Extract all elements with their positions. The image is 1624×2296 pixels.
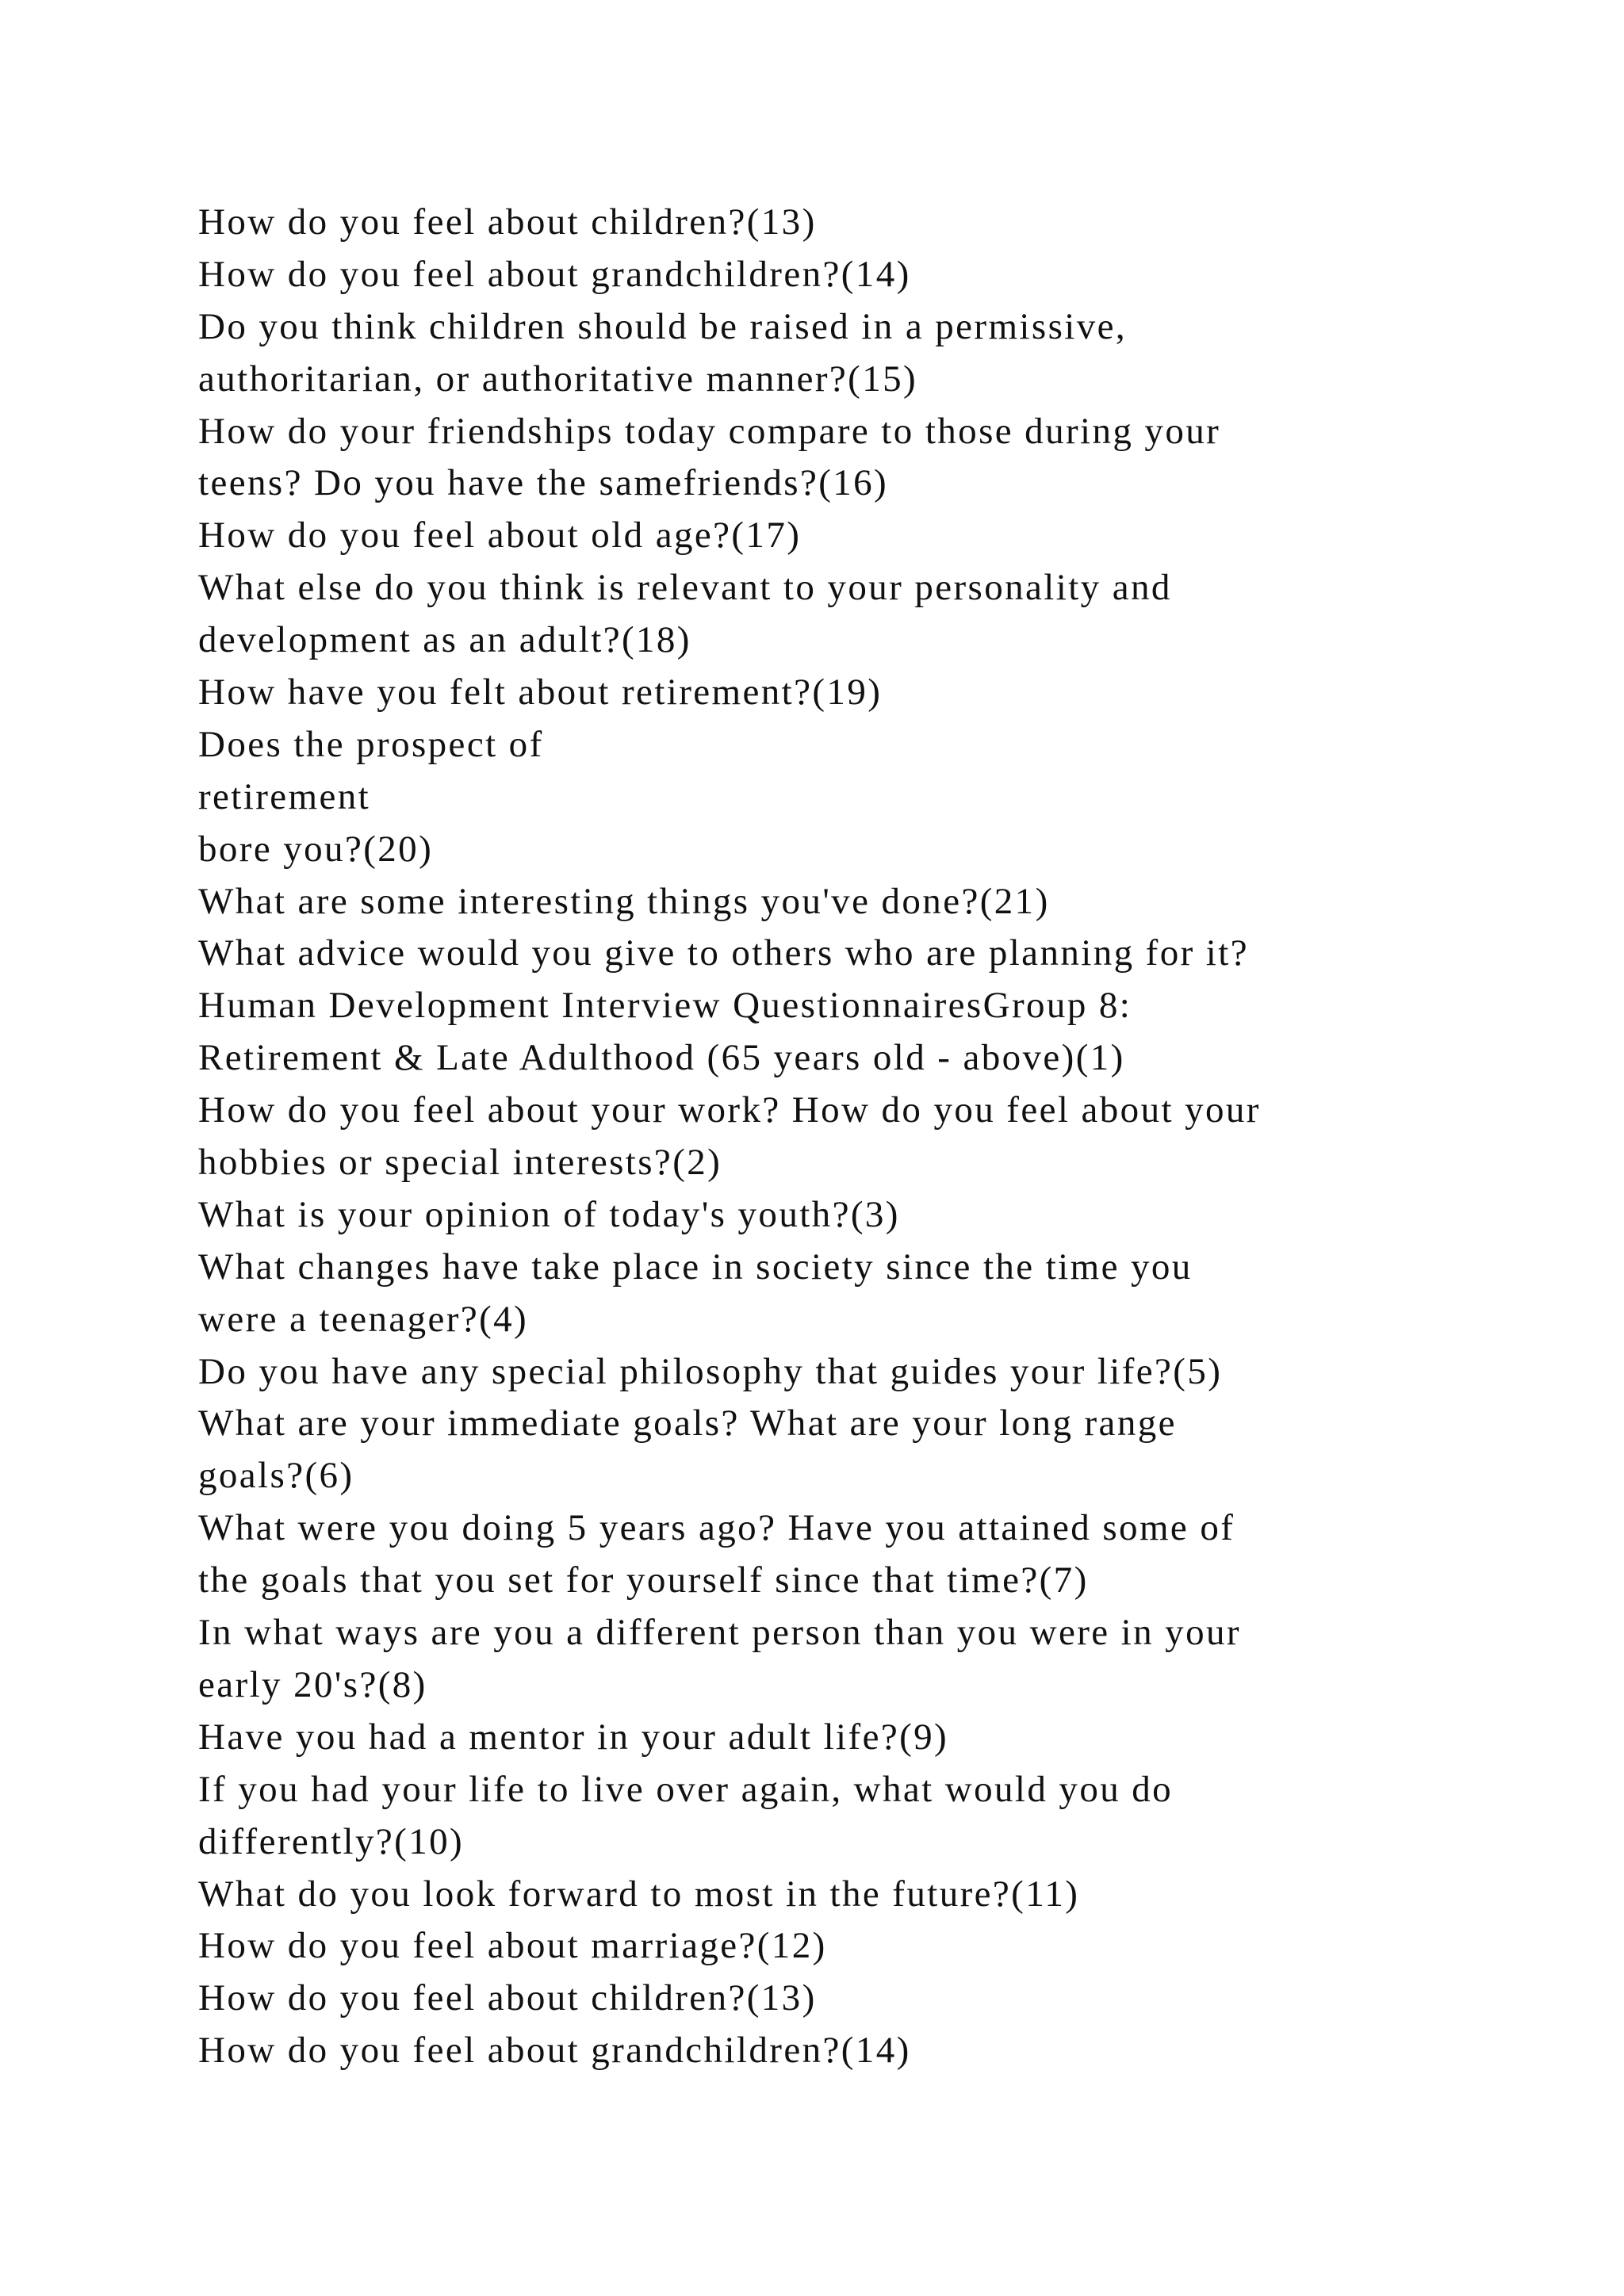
- text-line: teens? Do you have the samefriends?(16): [198, 462, 889, 504]
- text-line: authoritarian, or authoritative manner?(15): [198, 358, 918, 400]
- text-line: What do you look forward to most in the future?(11): [198, 1873, 1080, 1915]
- text-line: Do you have any special philosophy that guides your life?(5): [198, 1350, 1223, 1392]
- text-line: the goals that you set for yourself since that time?(7): [198, 1559, 1089, 1601]
- text-line: Do you think children should be raised in a permissive,: [198, 305, 1128, 347]
- text-line: bore you?(20): [198, 828, 434, 870]
- text-line: goals?(6): [198, 1455, 354, 1497]
- text-line: hobbies or special interests?(2): [198, 1142, 722, 1184]
- text-line: What else do you think is relevant to your personality and: [198, 567, 1172, 609]
- text-line: How do you feel about your work? How do you feel about your: [198, 1089, 1261, 1131]
- text-line: early 20's?(8): [198, 1663, 427, 1705]
- text-line: Retirement & Late Adulthood (65 years old - above)(1): [198, 1037, 1125, 1079]
- text-line: How do you feel about old age?(17): [198, 515, 802, 557]
- text-line: If you had your life to live over again, what would you do: [198, 1768, 1174, 1810]
- questionnaire-text: [198, 197, 1546, 2077]
- text-line: Have you had a mentor in your adult life?(9): [198, 1716, 949, 1758]
- text-line: What were you doing 5 years ago? Have you attained some of: [198, 1507, 1235, 1549]
- text-line: In what ways are you a different person than you were in your: [198, 1612, 1241, 1654]
- text-line: What advice would you give to others who are planning for it?: [198, 932, 1249, 974]
- text-line: How do your friendships today compare to those during your: [198, 410, 1221, 452]
- text-line: What are some interesting things you've done?(21): [198, 880, 1050, 922]
- text-line: How do you feel about children?(13): [198, 201, 817, 243]
- text-line: were a teenager?(4): [198, 1298, 529, 1340]
- text-line: How do you feel about grandchildren?(14): [198, 253, 911, 295]
- text-line: How do you feel about marriage?(12): [198, 1925, 827, 1967]
- text-line: differently?(10): [198, 1820, 465, 1862]
- text-line: What is your opinion of today's youth?(3): [198, 1193, 900, 1235]
- text-line: How do you feel about grandchildren?(14): [198, 2030, 911, 2072]
- text-line: Human Development Interview QuestionnairesGroup 8:: [198, 985, 1132, 1027]
- text-line: Does the prospect of: [198, 723, 544, 765]
- text-line: retirement: [198, 775, 371, 817]
- text-line: How do you feel about children?(13): [198, 1977, 817, 2019]
- text-line: What are your immediate goals? What are your long range: [198, 1402, 1177, 1445]
- text-line: development as an adult?(18): [198, 619, 691, 661]
- text-line: How have you felt about retirement?(19): [198, 672, 883, 714]
- text-line: What changes have take place in society since the time you: [198, 1246, 1193, 1288]
